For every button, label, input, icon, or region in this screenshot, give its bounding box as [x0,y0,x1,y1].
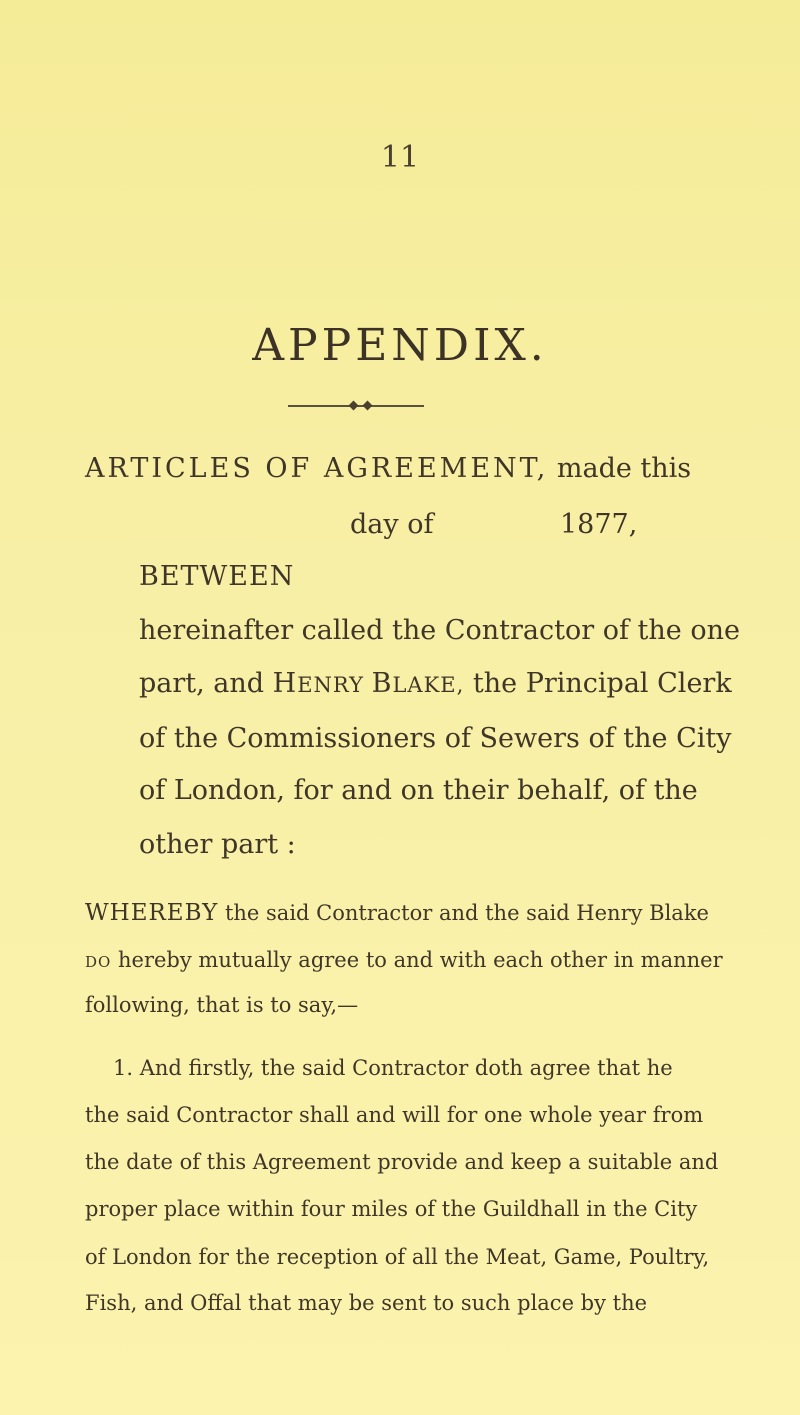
clause-line: the said Contractor shall and will for one whole year from [85,1103,704,1127]
agreement-line: part, and HENRY BLAKE, the Principal Clerk [139,668,732,699]
party-name-rest: LAKE, [392,673,465,697]
ornamental-rule [288,405,424,407]
whereby-line: WHEREBY the said Contractor and the said Henry Blake [85,900,709,926]
agreement-title: ARTICLES OF AGREEMENT, made this [85,453,692,484]
page-number: 11 [380,140,420,175]
whereby-line: following, that is to say,— [85,993,359,1017]
party-name-initial: B [371,668,393,699]
clause-line: 1. And firstly, the said Contractor doth agree that he [113,1056,673,1080]
party-name-rest: ENRY [297,673,364,697]
rule-ornament [363,401,373,411]
clause-line: the date of this Agreement provide and keep a suitable and [85,1150,719,1174]
party-name [272,668,465,699]
agreement-line: of London, for and on their behalf, of the [139,775,698,806]
agreement-year: 1877, [560,509,638,540]
clause-line: Fish, and Offal that may be sent to such place by the [85,1291,648,1315]
clause-line: proper place within four miles of the Guildhall in the City [85,1197,698,1221]
agreement-day-of: day of [350,509,434,540]
agreement-line: of the Commissioners of Sewers of the City [139,723,732,754]
agreement-between: BETWEEN [139,561,295,592]
clause-line: of London for the reception of all the Meat, Game, Poultry, [85,1245,710,1269]
rule-ornament [349,401,359,411]
party-name-initial: H [272,668,298,699]
agreement-line: other part : [139,829,296,860]
page-title: APPENDIX. [252,320,548,371]
agreement-line: hereinafter called the Contractor of the one [139,615,740,646]
whereby-line: DO hereby mutually agree to and with each other in manner [85,948,723,972]
